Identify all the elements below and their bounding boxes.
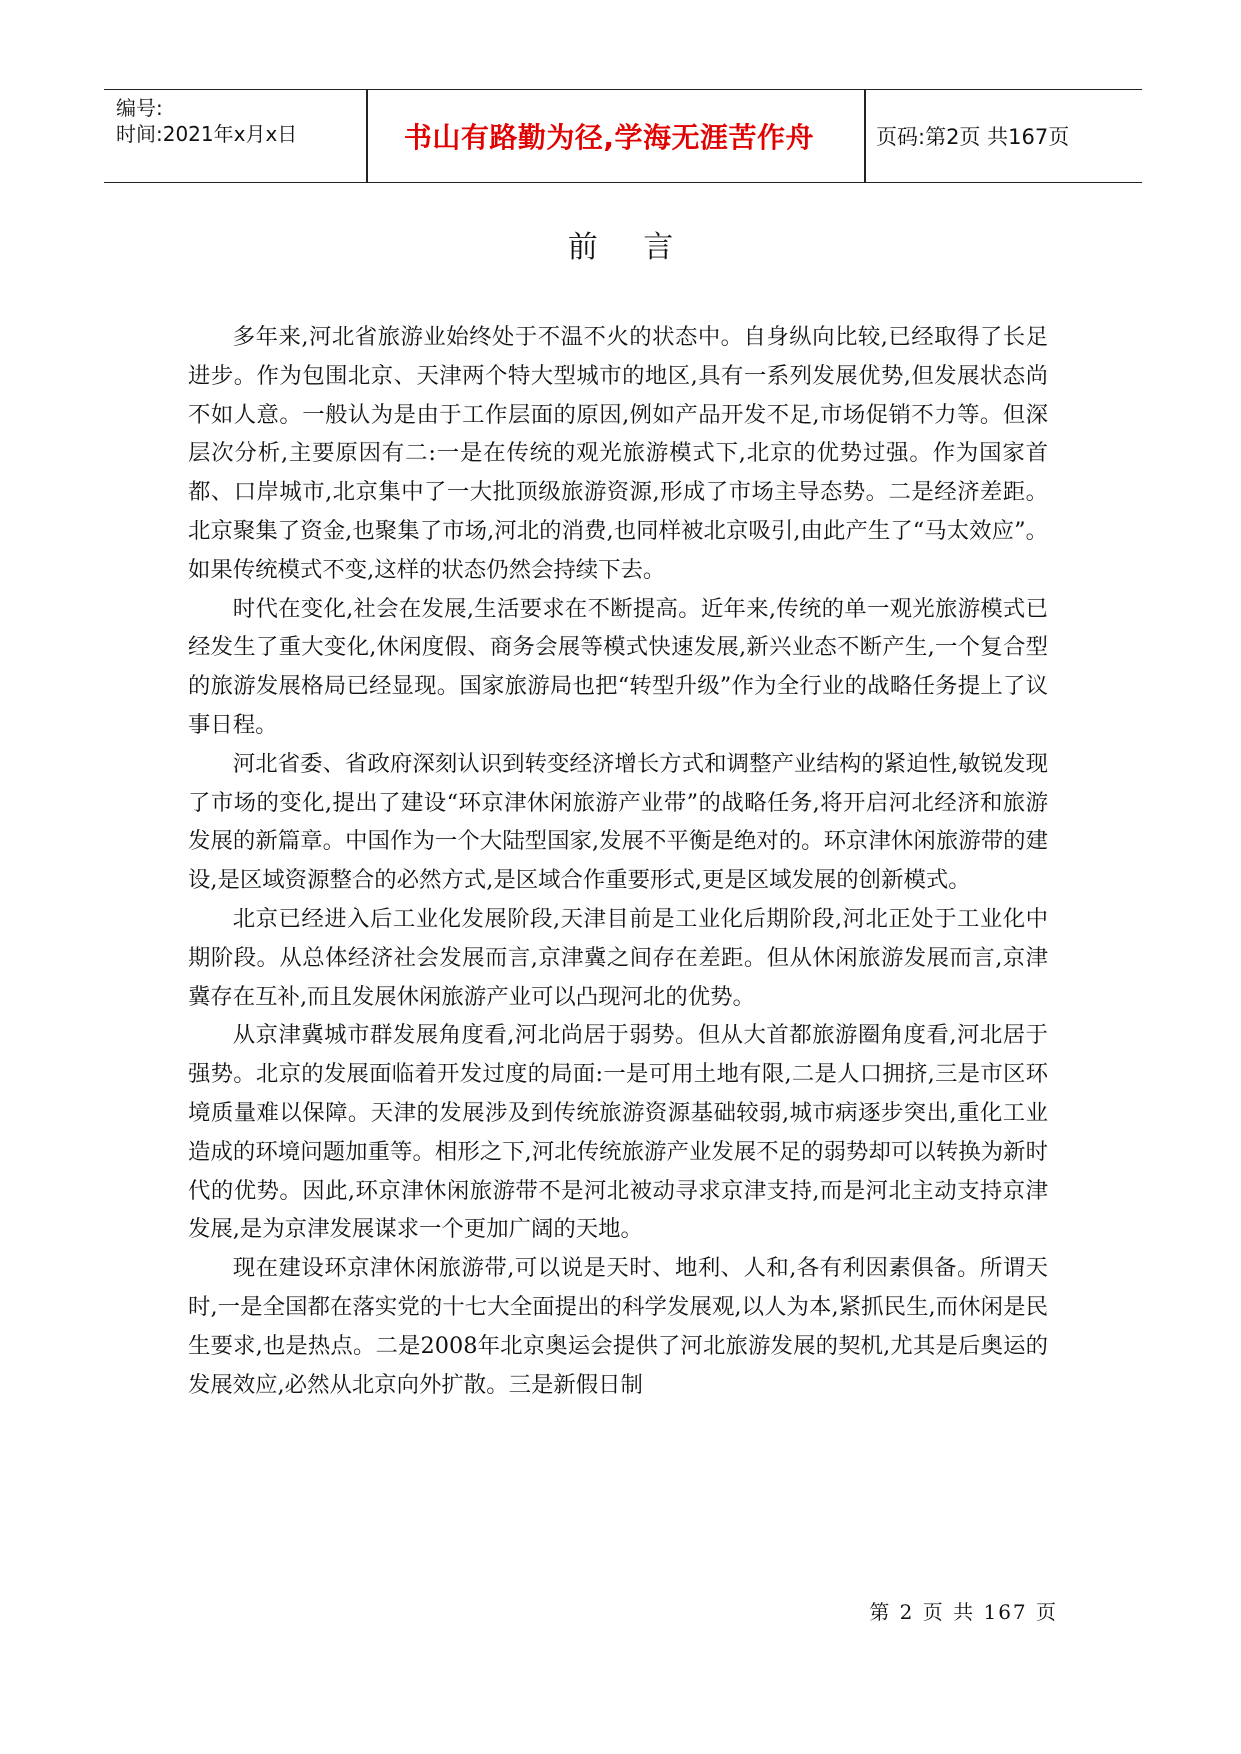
header-time-label: 时间:2021年x月x日 [116,122,298,146]
paragraph: 河北省委、省政府深刻认识到转变经济增长方式和调整产业结构的紧迫性,敏锐发现了市场的变化,提出了建设“环京津休闲旅游产业带”的战略任务,将开启河北经济和旅游发展的新篇章。中国作为一个大陆型国家,发展不平衡是绝对的。环京津休闲旅游带的建设,是区域资源整合的必然方式,是区域合作重要形式,更是区域发展的创新模式。 [188,750,1048,894]
paragraph: 多年来,河北省旅游业始终处于不温不火的状态中。自身纵向比较,已经取得了长足进步。作为包围北京、天津两个特大型城市的地区,具有一系列发展优势,但发展状态尚不如人意。一般认为是由于工作层面的原因,例如产品开发不足,市场促销不力等。但深层次分析,主要原因有二:一是在传统的观光旅游模式下,北京的优势过强。作为国家首都、口岸城市,北京集中了一大批顶级旅游资源,形成了市场主导态势。二是经济差距。北京聚集了资金,也聚集了市场,河北的消费,也同样被北京吸引,由此产生了“马太效应”。如果传统模式不变,这样的状态仍然会持续下去。 [188,324,1048,583]
header-motto: 书山有路勤为径,学海无涯苦作舟 [403,121,815,154]
body-text [188,318,1048,1404]
header-number-label: 编号: [116,96,163,120]
header-meta [104,90,366,182]
paragraph: 北京已经进入后工业化发展阶段,天津目前是工业化后期阶段,河北正处于工业化中期阶段。从总体经济社会发展而言,京津冀之间存在差距。但从休闲旅游发展而言,京津冀存在互补,而且发展休闲旅游产业可以凸现河北的优势。 [188,905,1048,1010]
page-header [104,89,1142,183]
page-footer: 第 2 页 共 167 页 [869,1600,1058,1624]
paragraph: 时代在变化,社会在发展,生活要求在不断提高。近年来,传统的单一观光旅游模式已经发生了重大变化,休闲度假、商务会展等模式快速发展,新兴业态不断产生,一个复合型的旅游发展格局已经显现。国家旅游局也把“转型升级”作为全行业的战略任务提上了议事日程。 [188,595,1048,738]
header-page-info: 页码:第2页 共167页 [876,125,1070,149]
page-title: 前 言 [567,230,692,265]
paragraph: 从京津冀城市群发展角度看,河北尚居于弱势。但从大首都旅游圈角度看,河北居于强势。北京的发展面临着开发过度的局面:一是可用土地有限,二是人口拥挤,三是市区环境质量难以保障。天津的发展涉及到传统旅游资源基础较弱,城市病逐步突出,重化工业造成的环境问题加重等。相形之下,河北传统旅游产业发展不足的弱势却可以转换为新时代的优势。因此,环京津休闲旅游带不是河北被动寻求京津支持,而是河北主动支持京津发展,是为京津发展谋求一个更加广阔的天地。 [188,1022,1048,1243]
paragraph: 现在建设环京津休闲旅游带,可以说是天时、地利、人和,各有利因素俱备。所谓天时,一是全国都在落实党的十七大全面提出的科学发展观,以人为本,紧抓民生,而休闲是民生要求,也是热点。二是2008年北京奥运会提供了河北旅游发展的契机,尤其是后奥运的发展效应,必然从北京向外扩散。三是新假日制 [188,1255,1048,1398]
